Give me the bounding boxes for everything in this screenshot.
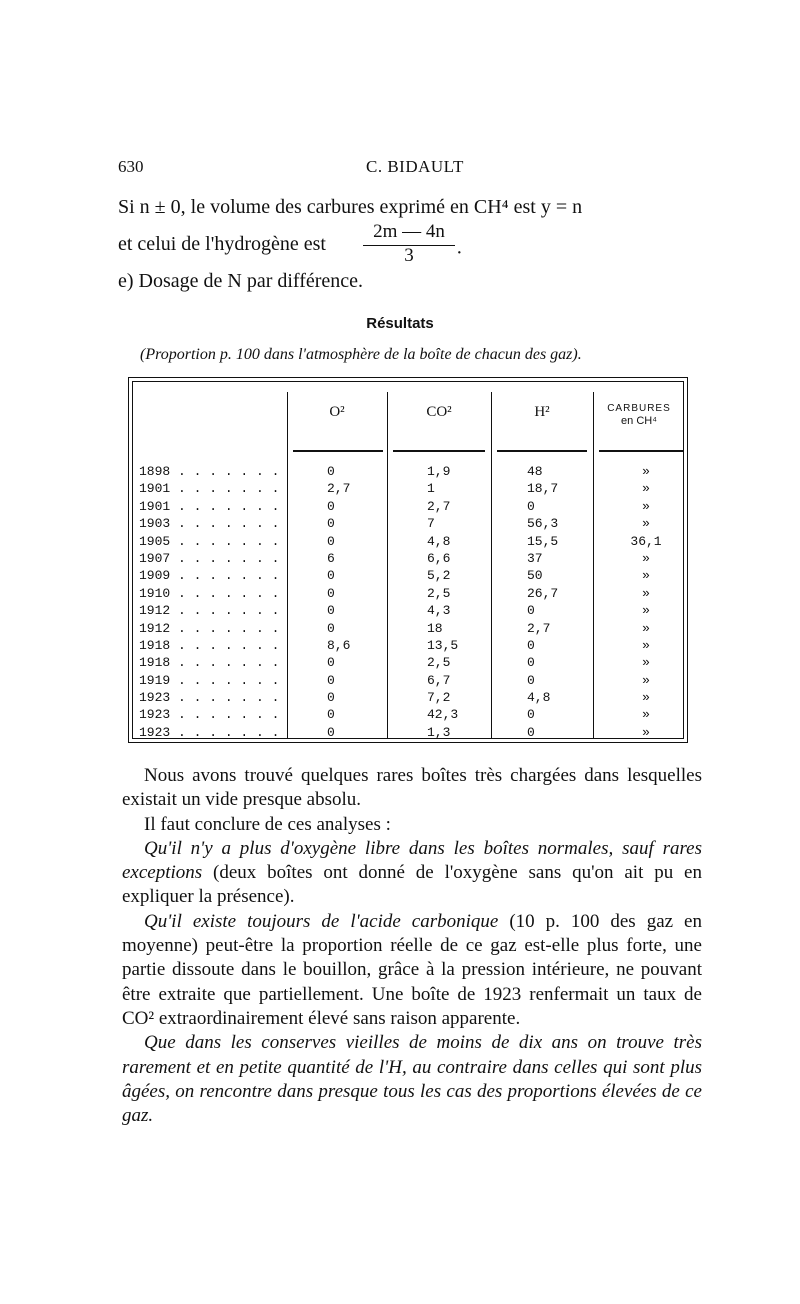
paragraph-italic: Qu'il existe toujours de l'acide carbonique xyxy=(144,910,499,932)
cell-o2: 0 xyxy=(327,655,335,671)
cell-co2: 4,8 xyxy=(427,533,451,549)
cell-o2: 2,7 xyxy=(327,481,351,497)
cell-o2: 0 xyxy=(327,620,335,636)
cell-co2: 5,2 xyxy=(427,568,451,584)
cell-year: 1909 . . . . . . . xyxy=(139,568,280,584)
cell-co2: 6,7 xyxy=(427,672,451,688)
cell-co2: 7,2 xyxy=(427,690,451,706)
table-body xyxy=(137,464,683,742)
cell-carbures: » xyxy=(642,690,650,706)
cell-year: 1901 . . . . . . . xyxy=(139,481,280,497)
cell-carbures: » xyxy=(642,550,650,566)
cell-o2: 0 xyxy=(327,707,335,723)
cell-h2: 0 xyxy=(527,603,535,619)
cell-carbures: » xyxy=(642,585,650,601)
cell-o2: 0 xyxy=(327,724,335,740)
cell-co2: 2,7 xyxy=(427,498,451,514)
cell-year: 1898 . . . . . . . xyxy=(139,464,280,479)
cell-h2: 26,7 xyxy=(527,585,559,601)
table-caption: (Proportion p. 100 dans l'atmosphère de la boîte de chacun des gaz). xyxy=(140,346,582,363)
cell-h2: 50 xyxy=(527,568,543,584)
header-rule xyxy=(599,450,683,452)
section-title: Résultats xyxy=(366,315,434,332)
cell-h2: 18,7 xyxy=(527,481,559,497)
table-row xyxy=(137,464,683,481)
cell-co2: 1,9 xyxy=(427,464,451,479)
fraction-end: · xyxy=(456,242,463,264)
paragraph-text: (deux boîtes ont donné de l'oxygène sans qu'on ait pu en expliquer la présence). xyxy=(122,862,702,908)
table-row xyxy=(137,568,683,585)
header-rule xyxy=(293,450,383,452)
cell-year: 1918 . . . . . . . xyxy=(139,655,280,671)
table-row xyxy=(137,586,683,603)
cell-co2: 4,3 xyxy=(427,603,451,619)
cell-carbures: » xyxy=(642,637,650,653)
running-head: C. BIDAULT xyxy=(366,157,464,176)
cell-h2: 15,5 xyxy=(527,533,559,549)
cell-h2: 48 xyxy=(527,464,543,479)
cell-carbures: » xyxy=(642,603,650,619)
cell-h2: 56,3 xyxy=(527,516,559,532)
paragraph xyxy=(122,910,702,1031)
cell-o2: 6 xyxy=(327,550,335,566)
cell-year: 1905 . . . . . . . xyxy=(139,533,280,549)
header-h2: H² xyxy=(534,404,550,420)
cell-carbures: » xyxy=(642,724,650,740)
table-row xyxy=(137,481,683,498)
cell-o2: 0 xyxy=(327,603,335,619)
cell-carbures: » xyxy=(642,672,650,688)
cell-o2: 0 xyxy=(327,585,335,601)
cell-year: 1901 . . . . . . . xyxy=(139,498,280,514)
cell-o2: 0 xyxy=(327,533,335,549)
header-o2: O² xyxy=(329,404,345,420)
table-row xyxy=(137,516,683,533)
cell-co2: 7 xyxy=(427,516,435,532)
header-rule xyxy=(393,450,485,452)
cell-h2: 0 xyxy=(527,724,535,740)
cell-h2: 2,7 xyxy=(527,620,551,636)
cell-o2: 0 xyxy=(327,464,335,479)
table-row xyxy=(137,690,683,707)
cell-h2: 0 xyxy=(527,655,535,671)
paragraph-italic: Qu'il n'y a plus d'oxygène libre dans les boîtes normales, sauf rares exceptions xyxy=(122,837,702,884)
table-row xyxy=(137,621,683,638)
cell-year: 1912 . . . . . . . xyxy=(139,603,280,619)
header-rule xyxy=(497,450,587,452)
paragraph-text: (10 p. 100 des gaz en moyenne) peut-être la proportion réelle de ce gaz est-elle plus forte, une partie dissoute dans le bouillon, grâce à la pression intérieure, ne pouvant être extraite que partiellement. Une boîte de 1923 renfermait un taux de CO² extraordinairement élevé sans raison apparente. xyxy=(122,910,702,1029)
fraction xyxy=(363,221,455,266)
table-row xyxy=(137,707,683,724)
cell-year: 1923 . . . . . . . xyxy=(139,724,280,740)
header-co2: CO² xyxy=(426,404,452,420)
cell-year: 1903 . . . . . . . xyxy=(139,516,280,532)
cell-year: 1919 . . . . . . . xyxy=(139,672,280,688)
cell-o2: 0 xyxy=(327,690,335,706)
header-carbures-line-1: CARBURES xyxy=(607,403,671,414)
cell-o2: 0 xyxy=(327,672,335,688)
cell-co2: 1,3 xyxy=(427,724,451,740)
cell-h2: 0 xyxy=(527,707,535,723)
cell-carbures: 36,1 xyxy=(630,533,662,549)
cell-o2: 0 xyxy=(327,568,335,584)
paragraph: Nous avons trouvé quelques rares boîtes très chargées dans lesquelles existait un vide presque absolu. xyxy=(122,765,702,811)
cell-carbures: » xyxy=(642,464,650,479)
cell-year: 1918 . . . . . . . xyxy=(139,637,280,653)
table-row xyxy=(137,499,683,516)
cell-year: 1910 . . . . . . . xyxy=(139,585,280,601)
cell-carbures: » xyxy=(642,620,650,636)
cell-co2: 2,5 xyxy=(427,585,451,601)
paragraph xyxy=(122,1031,702,1128)
cell-year: 1923 . . . . . . . xyxy=(139,690,280,706)
cell-h2: 4,8 xyxy=(527,690,551,706)
cell-carbures: » xyxy=(642,707,650,723)
cell-carbures: » xyxy=(642,568,650,584)
cell-co2: 1 xyxy=(427,481,435,497)
cell-o2: 8,6 xyxy=(327,637,351,653)
cell-carbures: » xyxy=(642,481,650,497)
cell-co2: 13,5 xyxy=(427,637,459,653)
cell-co2: 42,3 xyxy=(427,707,459,723)
body-text xyxy=(122,764,702,1128)
cell-h2: 0 xyxy=(527,637,535,653)
fraction-denominator: 3 xyxy=(404,245,414,266)
table-row xyxy=(137,534,683,551)
cell-co2: 2,5 xyxy=(427,655,451,671)
cell-carbures: » xyxy=(642,516,650,532)
table-row xyxy=(137,655,683,672)
results-table xyxy=(128,377,688,743)
table-row xyxy=(137,603,683,620)
cell-h2: 0 xyxy=(527,498,535,514)
cell-year: 1907 . . . . . . . xyxy=(139,550,280,566)
table-row xyxy=(137,638,683,655)
table-row xyxy=(137,725,683,742)
paragraph xyxy=(122,837,702,910)
cell-h2: 0 xyxy=(527,672,535,688)
cell-year: 1912 . . . . . . . xyxy=(139,620,280,636)
fraction-numerator: 2m — 4n xyxy=(363,221,455,246)
paragraph: Il faut conclure de ces analyses : xyxy=(144,813,391,835)
header-carbures xyxy=(593,402,685,428)
table-row xyxy=(137,551,683,568)
cell-o2: 0 xyxy=(327,498,335,514)
cell-o2: 0 xyxy=(327,516,335,532)
formula-line-2: et celui de l'hydrogène est xyxy=(118,233,326,255)
page-header xyxy=(118,157,698,179)
page-number: 630 xyxy=(118,157,144,176)
formula-line-3: e) Dosage de N par différence. xyxy=(118,270,364,292)
header-carbures-line-2: en CH⁴ xyxy=(621,415,657,427)
table-row xyxy=(137,673,683,690)
formula-line-1: Si n ± 0, le volume des carbures exprimé en CH⁴ est y = n xyxy=(118,196,583,218)
cell-carbures: » xyxy=(642,655,650,671)
cell-year: 1923 . . . . . . . xyxy=(139,707,280,723)
cell-co2: 18 xyxy=(427,620,443,636)
paragraph-italic: Que dans les conserves vieilles de moins de dix ans on trouve très rarement et en petite quantité de l'H, au contraire dans celles qui sont plus âgées, on rencontre dans presque tous les cas des proportions élevées de ce gaz. xyxy=(122,1032,702,1127)
cell-co2: 6,6 xyxy=(427,550,451,566)
cell-h2: 37 xyxy=(527,550,543,566)
cell-carbures: » xyxy=(642,498,650,514)
